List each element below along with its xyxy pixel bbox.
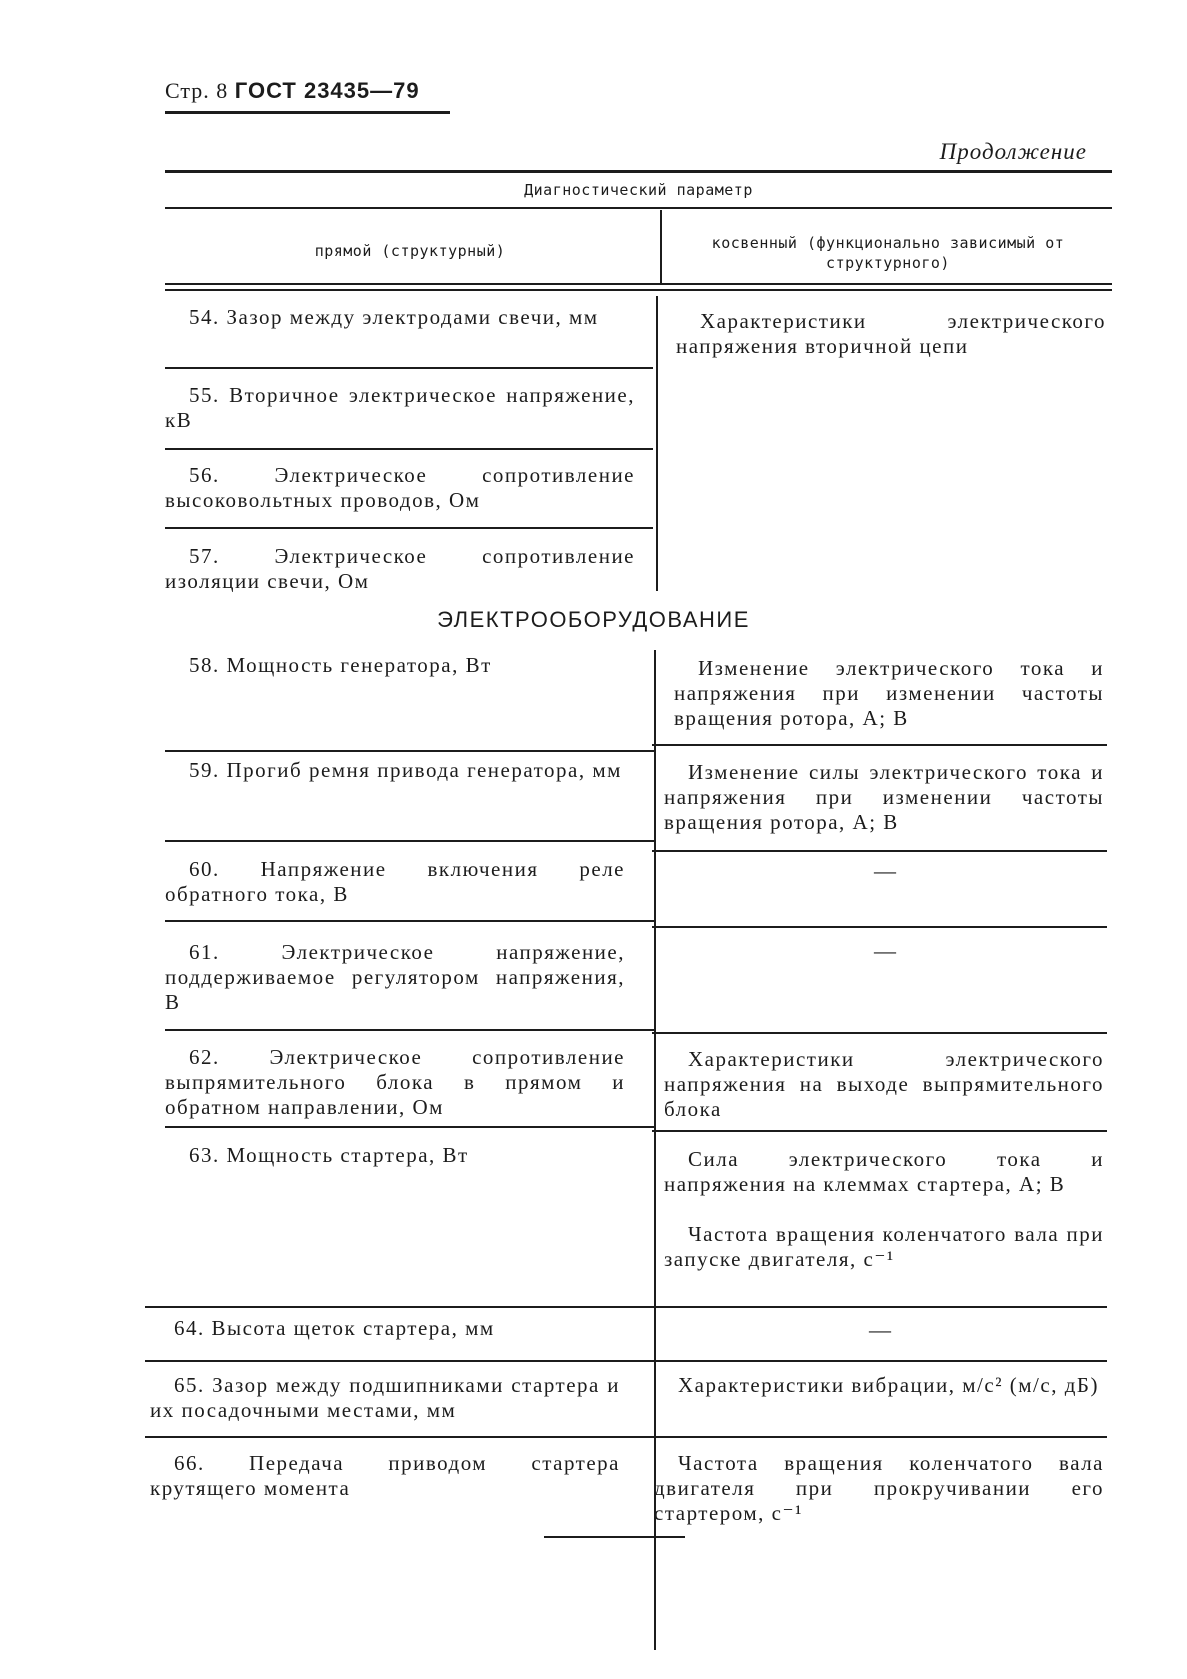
standard-number: ГОСТ 23435—79: [234, 78, 420, 103]
column-divider: [656, 296, 658, 591]
row-divider: [145, 1306, 1107, 1308]
header-divider: [165, 207, 1112, 209]
table-row: 55. Вторичное электрическое напряжение, кВ: [165, 383, 635, 432]
row-divider: [652, 744, 1107, 746]
table-row: 54. Зазор между электродами свечи, мм: [189, 305, 599, 329]
row-divider: [165, 750, 655, 752]
page-number: Стр. 8: [165, 78, 229, 103]
table-row-indirect-2: Частота вращения коленчатого вала при запуске двигателя, с⁻¹: [664, 1222, 1104, 1271]
table-row-indirect: —: [874, 858, 896, 883]
table-row-indirect: —: [874, 938, 896, 963]
row-divider: [165, 527, 653, 529]
table-row-indirect: Характеристики вибрации, м/с² (м/с, дБ): [678, 1373, 1099, 1397]
column-header-direct: прямой (структурный): [314, 242, 506, 260]
row-divider: [145, 1436, 1107, 1438]
header-rule: [165, 111, 450, 114]
table-row: 56. Электрическое сопротивление высоковольтных проводов, Ом: [165, 463, 635, 512]
table-row: 62. Электрическое сопротивление выпрямительного блока в прямом и обратном направлении, Ом: [165, 1045, 625, 1119]
table-row-indirect: Изменение силы электрического тока и напряжения при изменении частоты вращения ротора, А; В: [664, 760, 1104, 834]
row-divider: [652, 926, 1107, 928]
footer-rule: [544, 1536, 685, 1538]
row-divider: [165, 920, 655, 922]
table-row: 60. Напряжение включения реле обратного тока, В: [165, 857, 625, 906]
row-divider: [652, 1032, 1107, 1034]
section-title: ЭЛЕКТРООБОРУДОВАНИЕ: [437, 607, 750, 632]
table-row: 66. Передача приводом стартера крутящего момента: [150, 1451, 620, 1500]
table-row: 59. Прогиб ремня привода генератора, мм: [189, 758, 622, 782]
table-row: 57. Электрическое сопротивление изоляции свечи, Ом: [165, 544, 635, 593]
table-row: 63. Мощность стартера, Вт: [189, 1143, 469, 1167]
page-header: [165, 78, 420, 104]
row-divider: [165, 1029, 655, 1031]
header-bottom-rule: [165, 283, 1112, 285]
row-divider: [145, 1360, 1107, 1362]
row-divider: [165, 367, 653, 369]
row-divider: [652, 850, 1107, 852]
header-column-divider: [660, 210, 662, 285]
row-divider: [165, 448, 653, 450]
header-bottom-rule-2: [165, 289, 1112, 291]
table-row-indirect: Изменение электрического тока и напряжения при изменении частоты вращения ротора, А; В: [674, 656, 1104, 730]
column-header-indirect: косвенный (функционально зависимый от структурного): [711, 234, 1065, 272]
row-divider: [165, 840, 655, 842]
table-row: 58. Мощность генератора, Вт: [189, 653, 492, 677]
table-row-indirect: Характеристики электрического напряжения на выходе выпрямительного блока: [664, 1047, 1104, 1121]
ignition-indirect-cell: Характеристики электрического напряжения вторичной цепи: [676, 309, 1106, 358]
row-divider: [652, 1130, 1107, 1132]
table-row-indirect: Частота вращения коленчатого вала двигателя при прокручивании его стартером, с⁻¹: [654, 1451, 1104, 1525]
table-row: 64. Высота щеток стартера, мм: [174, 1316, 495, 1340]
table-top-rule: [165, 170, 1112, 173]
group-header: Диагностический параметр: [524, 181, 753, 199]
table-row-indirect: Сила электрического тока и напряжения на клеммах стартера, А; В: [664, 1147, 1104, 1196]
table-row: 61. Электрическое напряжение, поддерживаемое регулятором напряжения, В: [165, 940, 625, 1014]
row-divider: [165, 1126, 655, 1128]
table-row-indirect: —: [869, 1317, 891, 1342]
table-row: 65. Зазор между подшипниками стартера и их посадочными местами, мм: [150, 1373, 620, 1422]
continuation-label: Продолжение: [939, 139, 1087, 164]
